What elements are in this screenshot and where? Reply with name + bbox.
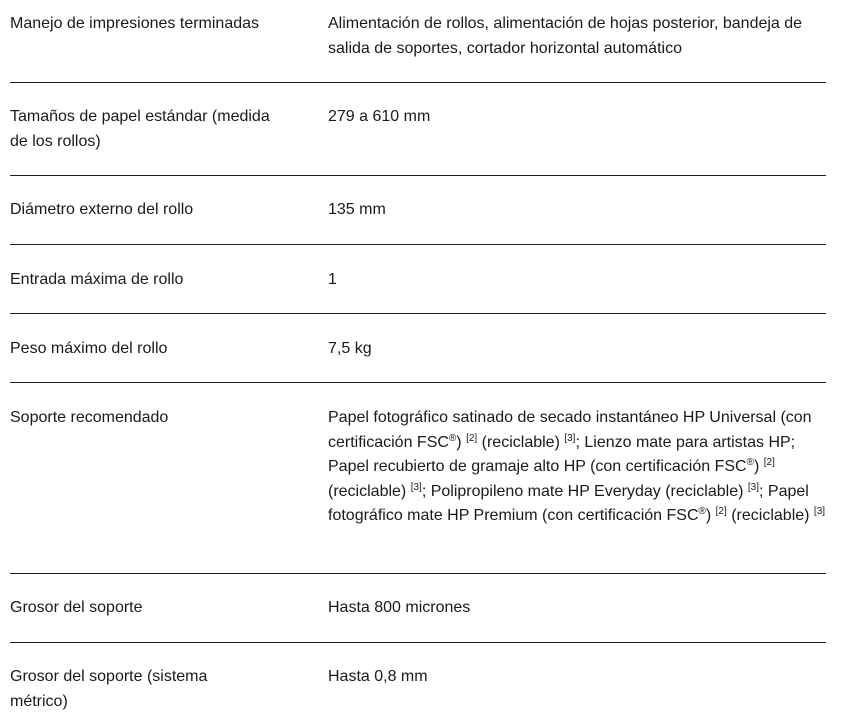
value-text: ) (456, 433, 467, 451)
spec-label: Manejo de impresiones terminadas (10, 15, 260, 32)
footnote-reference: [3] (410, 481, 422, 493)
footnote-reference: [3] (564, 432, 576, 444)
spec-value: 279 a 610 mm (328, 108, 431, 125)
spec-value: 1 (328, 271, 337, 288)
row-divider (10, 175, 826, 176)
value-text: Papel fotográfico satinado de secado instantáneo HP Universal (con certificación FSC (328, 409, 812, 451)
footnote-reference: ® (746, 457, 754, 468)
row-divider (10, 313, 826, 314)
footnote-reference: [2] (763, 457, 775, 468)
row-divider (10, 382, 826, 383)
value-text: (reciclable) (328, 482, 411, 500)
spec-label: Soporte recomendado (10, 409, 169, 426)
value-text: (reciclable) (726, 507, 814, 524)
value-text: ; Polipropileno mate HP Everyday (reciclable) (421, 482, 748, 500)
spec-label: Grosor del soporte (sistema métrico) (10, 668, 208, 710)
footnote-reference: ® (698, 506, 706, 517)
spec-label: Tamaños de papel estándar (medida de los rollos) (10, 108, 270, 150)
spec-label: Diámetro externo del rollo (10, 201, 194, 218)
footnote-reference: ® (448, 432, 457, 444)
row-divider (10, 82, 826, 83)
spec-value-rich (328, 406, 826, 529)
spec-value: 135 mm (328, 201, 386, 218)
value-text: ; Lienzo mate para artistas HP; Papel recubierto de gramaje alto HP (con certificación FSC (328, 433, 796, 475)
row-divider (10, 642, 826, 643)
value-text: ; Papel fotográfico mate HP Premium (con certificación FSC (328, 482, 809, 524)
row-divider (10, 573, 826, 574)
spec-value: Hasta 0,8 mm (328, 668, 428, 685)
footnote-reference: [3] (813, 506, 826, 517)
spec-value: Alimentación de rollos, alimentación de hojas posterior, bandeja de salida de soportes, cortador horizontal automático (328, 15, 803, 57)
spec-label: Peso máximo del rollo (10, 340, 168, 357)
row-divider (10, 244, 826, 245)
footnote-reference: [2] (466, 432, 478, 444)
footnote-reference: [3] (747, 481, 760, 493)
spec-label: Grosor del soporte (10, 599, 143, 616)
value-text: ) (753, 458, 764, 475)
footnote-reference: [2] (715, 506, 727, 517)
spec-value: Hasta 800 micrones (328, 599, 471, 616)
value-text: (reciclable) (477, 433, 565, 451)
spec-label: Entrada máxima de rollo (10, 271, 184, 288)
value-text: ) (705, 507, 716, 524)
spec-value: 7,5 kg (328, 340, 372, 357)
